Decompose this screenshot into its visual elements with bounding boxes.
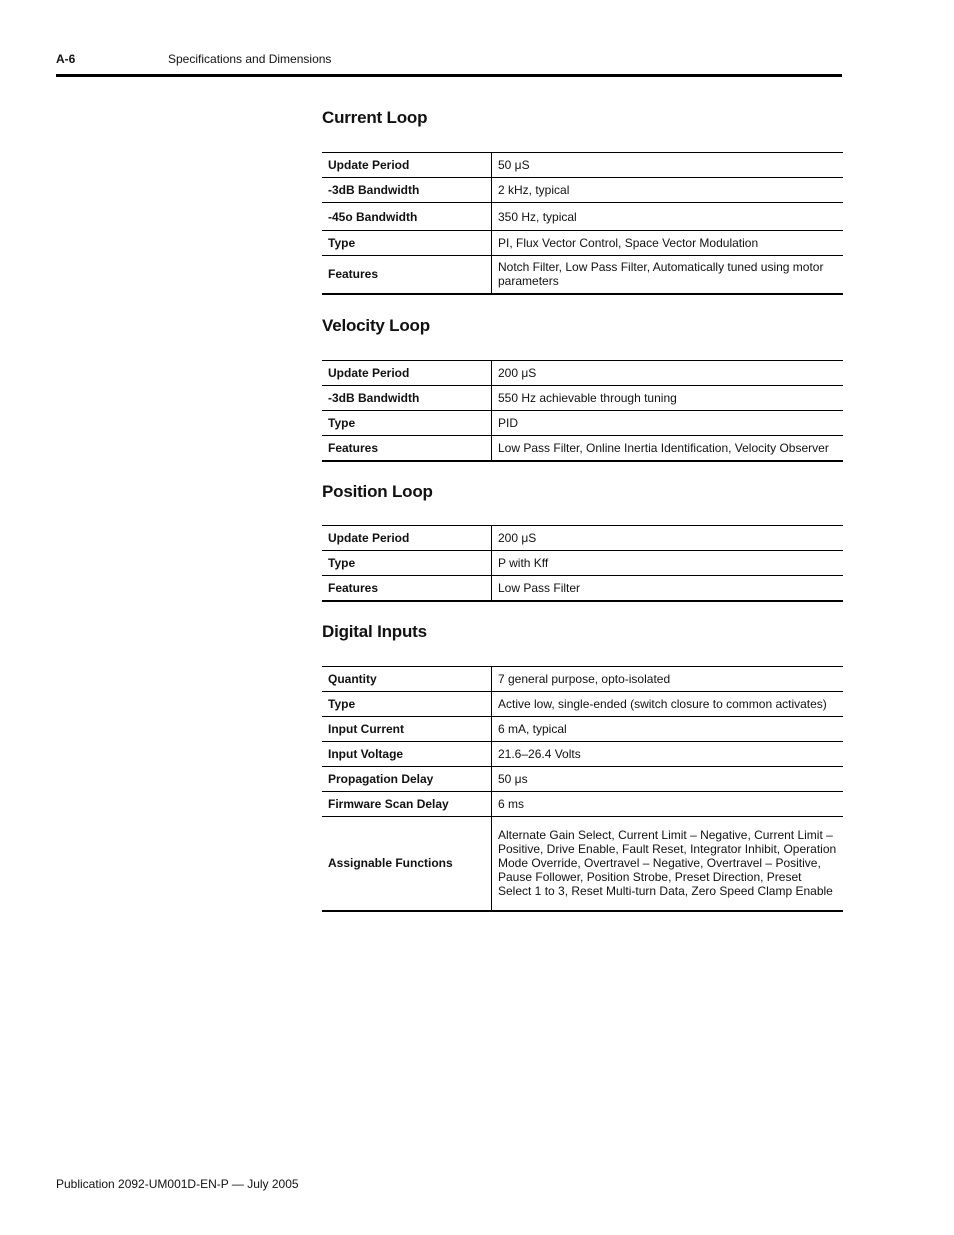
table-row [322, 717, 843, 742]
row-value: Alternate Gain Select, Current Limit – Negative, Current Limit – Positive, Drive Enable, Fault Reset, Integrator Inhibit, Operation Mode Override, Overtravel – Negative, Overtravel – Positive, Pause Follower, Position Strobe, Preset Direction, Preset Select 1 to 3, Reset Multi-turn Data, Zero Speed Clamp Enable [498, 828, 837, 899]
header-rule [56, 74, 842, 77]
row-value: 50 μs [492, 767, 844, 792]
row-label: Type [322, 411, 492, 436]
position-loop-table [322, 525, 843, 602]
row-label: -3dB Bandwidth [322, 386, 492, 411]
row-value: Low Pass Filter [498, 580, 581, 595]
velocity-loop-table [322, 360, 843, 462]
table-row [322, 203, 843, 231]
digital-inputs-table [322, 666, 843, 912]
table-row [322, 178, 843, 203]
row-value: PID [492, 411, 844, 436]
table-row [322, 256, 843, 294]
row-label: Propagation Delay [322, 767, 492, 792]
row-label: Update Period [322, 361, 492, 386]
table-row [322, 692, 843, 717]
table-row [322, 576, 843, 601]
row-value: PI, Flux Vector Control, Space Vector Modulation [492, 231, 844, 256]
row-value: 550 Hz achievable through tuning [492, 386, 844, 411]
page-header [56, 52, 842, 74]
table-row [322, 386, 843, 411]
running-title: Specifications and Dimensions [168, 52, 332, 66]
table-row [322, 551, 843, 576]
table-row [322, 526, 843, 551]
row-value: 50 μS [492, 153, 844, 178]
row-value: 2 kHz, typical [492, 178, 844, 203]
table-row [322, 436, 843, 461]
section-title-digital-inputs: Digital Inputs [322, 622, 427, 641]
section-title-velocity-loop: Velocity Loop [322, 316, 430, 335]
row-label: Update Period [322, 526, 492, 551]
row-value: 200 μS [492, 526, 844, 551]
row-value: Active low, single-ended (switch closure to common activates) [492, 692, 844, 717]
row-value: 7 general purpose, opto-isolated [492, 667, 844, 692]
table-row [322, 817, 843, 911]
table-row [322, 411, 843, 436]
row-label: Type [322, 692, 492, 717]
row-label: Type [322, 231, 492, 256]
table-row [322, 667, 843, 692]
table-row [322, 231, 843, 256]
row-label: Input Current [322, 717, 492, 742]
section-title-current-loop: Current Loop [322, 108, 428, 127]
current-loop-table [322, 152, 843, 295]
row-value: P with Kff [492, 551, 844, 576]
row-label: Quantity [322, 667, 492, 692]
table-row [322, 792, 843, 817]
row-value: 21.6–26.4 Volts [492, 742, 844, 767]
row-label: Assignable Functions [322, 817, 492, 911]
table-row [322, 153, 843, 178]
row-value: 6 mA, typical [492, 717, 844, 742]
row-label: Features [322, 256, 492, 294]
section-title-position-loop: Position Loop [322, 482, 433, 501]
row-value: 6 ms [492, 792, 844, 817]
table-row [322, 361, 843, 386]
row-value: Low Pass Filter, Online Inertia Identification, Velocity Observer [498, 440, 829, 455]
row-label: Update Period [322, 153, 492, 178]
row-label: Input Voltage [322, 742, 492, 767]
row-label: -45o Bandwidth [322, 203, 492, 231]
table-row [322, 767, 843, 792]
row-label: Type [322, 551, 492, 576]
row-value: 350 Hz, typical [492, 203, 844, 231]
row-value: 200 μS [492, 361, 844, 386]
row-label: Firmware Scan Delay [322, 792, 492, 817]
table-row [322, 742, 843, 767]
publication-footer: Publication 2092-UM001D-EN-P — July 2005 [56, 1177, 299, 1191]
row-label: Features [322, 436, 492, 461]
row-label: -3dB Bandwidth [322, 178, 492, 203]
row-label: Features [322, 576, 492, 601]
row-value: Notch Filter, Low Pass Filter, Automatically tuned using motor parameters [498, 260, 824, 289]
page-number: A-6 [56, 52, 76, 66]
